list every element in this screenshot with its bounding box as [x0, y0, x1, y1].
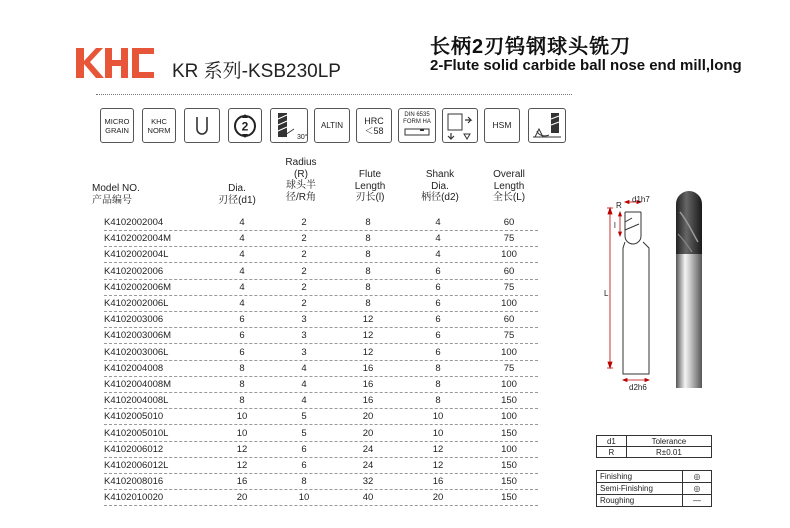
table-row	[104, 344, 538, 361]
flute-length-cell: 8	[365, 249, 371, 261]
overall-length-cell: 75	[503, 362, 515, 374]
cutting-diameter-cell: 4	[239, 217, 245, 228]
micro-grain-label-1: MICRO	[104, 116, 130, 126]
tool-flutes	[676, 191, 702, 254]
header-d1-cn: 刃径(d1)	[218, 194, 256, 206]
header-flute-length-cn: 刃长(l)	[355, 192, 385, 203]
model-number-cell: K4102003006M	[104, 330, 172, 342]
shank-diameter-cell: 4	[435, 233, 441, 245]
cutting-diameter-cell: 16	[236, 476, 248, 488]
khc-norm-label-1: KHC	[151, 116, 167, 126]
altin-label: ALTIN	[320, 121, 344, 130]
overall-length-cell: 100	[501, 443, 517, 455]
radius-cell: 4	[301, 395, 307, 407]
two-flute-icon	[228, 108, 262, 143]
header-radius-cn-2: 径/R角	[286, 191, 316, 203]
cutting-diameter-cell: 4	[239, 298, 245, 309]
model-number-cell: K4102002004L	[104, 249, 169, 261]
hrc-label-2: ＜58	[364, 125, 384, 136]
header-shank-en-1: Shank	[425, 169, 455, 180]
header-model-cn: 产品编号	[92, 194, 132, 206]
model-number-cell: K4102002004M	[104, 233, 172, 245]
table-row	[104, 376, 538, 393]
radius-cell: 5	[301, 411, 307, 423]
radius-cell: 2	[301, 217, 307, 228]
hsm-icon	[484, 108, 520, 143]
overall-length-cell: 100	[501, 379, 517, 390]
overall-length-cell: 150	[501, 395, 517, 407]
radius-cell: 3	[301, 314, 307, 326]
model-number-cell: K4102002006L	[104, 298, 169, 309]
overall-length-cell: 60	[503, 217, 515, 228]
micro-grain-label-2: GRAIN	[105, 125, 129, 135]
table-row	[104, 279, 538, 296]
cutting-diameter-cell: 8	[239, 379, 245, 390]
header-radius-cn-1: 球头半	[286, 180, 316, 191]
tool-shank	[676, 254, 702, 388]
not-recommended-icon: —	[683, 495, 712, 507]
radius-cell: 2	[301, 281, 307, 293]
flute-length-label: l	[614, 221, 616, 230]
series-title: KR 系列-KSB230LP	[172, 61, 341, 82]
cooling-direction-icon	[442, 108, 478, 143]
overall-length-cell: 60	[503, 314, 515, 326]
header-model-en: Model NO.	[92, 183, 140, 194]
flute-length-cell: 8	[365, 217, 371, 228]
shank-diameter-cell: 8	[435, 379, 441, 390]
header-divider	[96, 94, 572, 95]
finish-label-semi: Semi-Finishing	[597, 483, 683, 495]
shank-diameter-cell: 8	[435, 362, 441, 374]
micro-grain-icon	[100, 108, 134, 143]
tol-row-r: R	[597, 447, 627, 458]
shank-diameter-cell: 4	[435, 249, 441, 261]
model-number-cell: K4102005010L	[104, 427, 169, 439]
din6535-label-2: FORM HA	[403, 119, 431, 125]
table-row	[104, 295, 538, 312]
table-row	[104, 360, 538, 377]
flute-length-cell: 40	[362, 492, 374, 504]
cutting-diameter-cell: 10	[236, 411, 248, 423]
cutting-diameter-cell: 4	[239, 249, 245, 261]
shank-diameter-cell: 6	[435, 281, 441, 293]
overall-length-cell: 100	[501, 298, 517, 309]
overall-length-cell: 100	[501, 346, 517, 358]
flute-length-cell: 32	[362, 476, 374, 488]
header-radius-symbol: (R)	[294, 168, 308, 180]
recommended-icon: ◎	[683, 483, 712, 495]
radius-cell: 3	[301, 346, 307, 358]
khc-norm-label-2: NORM	[147, 125, 171, 135]
flute-length-cell: 8	[365, 281, 371, 293]
cutting-diameter-cell: 6	[239, 330, 245, 342]
recommended-icon: ◎	[683, 471, 712, 483]
product-title-cn: 长柄2刃钨钢球头铣刀	[430, 36, 632, 58]
hsm-label: HSM	[492, 120, 512, 130]
overall-length-cell: 150	[501, 492, 517, 504]
table-row	[104, 408, 538, 425]
shank-diameter-cell: 6	[435, 298, 441, 309]
table-row	[104, 392, 538, 409]
header-shank-en-2: Dia.	[431, 180, 449, 192]
flute-length-cell: 16	[362, 379, 374, 390]
side-milling-icon	[528, 108, 566, 143]
overall-length-label: L	[604, 289, 609, 298]
shank-diameter-cell: 16	[432, 476, 444, 488]
radius-cell: 6	[301, 460, 307, 471]
model-number-cell: K4102003006L	[104, 346, 169, 358]
tol-row-value: R±0.01	[626, 447, 711, 458]
finish-table	[596, 470, 712, 507]
radius-cell: 2	[301, 233, 307, 245]
flute-length-cell: 24	[362, 460, 374, 471]
cutting-diameter-cell: 10	[236, 427, 248, 439]
shank-diameter-cell: 6	[435, 265, 441, 277]
radius-cell: 8	[301, 476, 307, 488]
hrc-label-1: HRC	[364, 115, 384, 126]
tol-header-tolerance: Tolerance	[626, 436, 711, 447]
flute-length-cell: 20	[362, 411, 374, 423]
table-row	[104, 246, 538, 263]
model-number-cell: K4102004008	[104, 362, 164, 374]
header-overall-en-1: Overall	[493, 169, 525, 180]
radius-cell: 4	[301, 362, 307, 374]
shank-diameter-cell: 10	[432, 427, 444, 439]
overall-length-cell: 75	[503, 281, 515, 293]
header-radius-en: Radius	[285, 157, 317, 168]
radius-cell: 4	[301, 379, 307, 390]
radius-cell: 2	[301, 265, 307, 277]
model-number-cell: K4102008016	[104, 476, 164, 488]
overall-length-cell: 75	[503, 330, 515, 342]
model-number-cell: K4102002004	[104, 217, 164, 228]
shank-diameter-cell: 10	[432, 411, 444, 423]
helix-30-icon	[270, 108, 308, 143]
flute-length-cell: 20	[362, 427, 374, 439]
header-d1-en: Dia.	[228, 183, 246, 194]
shank-diameter-cell: 8	[435, 395, 441, 407]
flute-length-cell: 12	[362, 330, 374, 342]
cutting-diameter-cell: 4	[239, 281, 245, 293]
flute-length-cell: 24	[362, 443, 374, 455]
cutting-diameter-cell: 6	[239, 346, 245, 358]
table-row	[104, 489, 538, 506]
model-number-cell: K4102004008M	[104, 379, 172, 390]
radius-label: R	[616, 201, 622, 210]
hrc-icon	[356, 108, 392, 143]
header-flute-length-en-1: Flute	[358, 169, 382, 180]
table-row	[104, 425, 538, 442]
overall-length-cell: 75	[503, 233, 515, 245]
din6535-icon	[398, 108, 436, 143]
radius-cell: 2	[301, 298, 307, 309]
cutting-diameter-cell: 12	[236, 443, 248, 455]
model-number-cell: K4102003006	[104, 314, 164, 326]
header-model	[92, 183, 192, 206]
header-overall-cn: 全长(L)	[492, 192, 526, 203]
tol-header-d1: d1	[597, 436, 627, 447]
cutting-diameter-cell: 4	[239, 265, 245, 277]
product-title-en: 2-Flute solid carbide ball nose end mill,long	[430, 57, 742, 74]
shank-diameter-cell: 6	[435, 346, 441, 358]
cutting-diameter-cell: 8	[239, 395, 245, 407]
radius-cell: 5	[301, 427, 307, 439]
finish-label-roughing: Roughing	[597, 495, 683, 507]
helix-30-label: 30°	[297, 133, 308, 141]
khc-logo	[76, 44, 154, 82]
shank-diameter-cell: 20	[432, 492, 444, 504]
cutting-diameter-cell: 4	[239, 233, 245, 245]
d2-label: d2h6	[629, 383, 647, 392]
radius-cell: 2	[301, 249, 307, 261]
flute-length-cell: 8	[365, 298, 371, 309]
model-number-cell: K4102004008L	[104, 395, 169, 407]
model-number-cell: K4102006012	[104, 443, 164, 455]
header-flute-length	[345, 169, 395, 204]
model-number-cell: K4102005010	[104, 411, 164, 423]
flute-length-cell: 16	[362, 362, 374, 374]
overall-length-cell: 60	[503, 265, 515, 277]
flute-length-cell: 12	[362, 346, 374, 358]
cutting-diameter-cell: 8	[239, 362, 245, 374]
header-overall-en-2: Length	[493, 180, 525, 192]
header-shank-dia	[413, 169, 467, 204]
shank-diameter-cell: 12	[432, 460, 444, 471]
header-flute-length-en-2: Length	[354, 180, 386, 192]
table-row	[104, 311, 538, 328]
d1-label: d1h7	[632, 195, 650, 204]
table-row	[104, 441, 538, 458]
din6535-label-1: DIN 6535	[404, 112, 430, 118]
cutting-diameter-cell: 20	[236, 492, 248, 504]
header-d1	[212, 183, 262, 206]
radius-cell: 3	[301, 330, 307, 342]
overall-length-cell: 150	[501, 427, 517, 439]
cutting-diameter-cell: 6	[239, 314, 245, 326]
shank-diameter-cell: 12	[432, 443, 444, 455]
model-number-cell: K4102010020	[104, 492, 164, 504]
table-row	[104, 327, 538, 344]
shank-diameter-cell: 6	[435, 314, 441, 326]
khc-norm-icon	[142, 108, 176, 143]
tolerance-table	[596, 435, 712, 458]
overall-length-cell: 100	[501, 411, 517, 423]
table-row	[104, 457, 538, 474]
table-row	[104, 214, 538, 231]
shank-diameter-cell: 4	[435, 217, 441, 228]
model-number-cell: K4102002006M	[104, 281, 172, 293]
flute-length-cell: 8	[365, 233, 371, 245]
flute-length-cell: 12	[362, 314, 374, 326]
cutting-diameter-cell: 12	[236, 460, 248, 471]
header-overall-length	[482, 169, 536, 204]
table-row	[104, 230, 538, 247]
header-radius	[276, 157, 326, 203]
radius-cell: 6	[301, 443, 307, 455]
altin-coating-icon	[314, 108, 350, 143]
two-flute-label: 2	[241, 119, 249, 133]
finish-label-finishing: Finishing	[597, 471, 683, 483]
shank-diameter-cell: 6	[435, 330, 441, 342]
flute-length-cell: 16	[362, 395, 374, 407]
model-number-cell: K4102002006	[104, 265, 164, 277]
radius-cell: 10	[298, 492, 310, 504]
model-number-cell: K4102006012L	[104, 460, 169, 471]
flute-length-cell: 8	[365, 265, 371, 277]
table-row	[104, 473, 538, 490]
overall-length-cell: 100	[501, 249, 517, 261]
overall-length-cell: 150	[501, 460, 517, 471]
header-shank-cn: 柄径(d2)	[421, 192, 459, 203]
table-row	[104, 263, 538, 280]
overall-length-cell: 150	[501, 476, 517, 488]
end-mill-drawing	[592, 188, 722, 398]
u-shape-icon	[184, 108, 220, 143]
